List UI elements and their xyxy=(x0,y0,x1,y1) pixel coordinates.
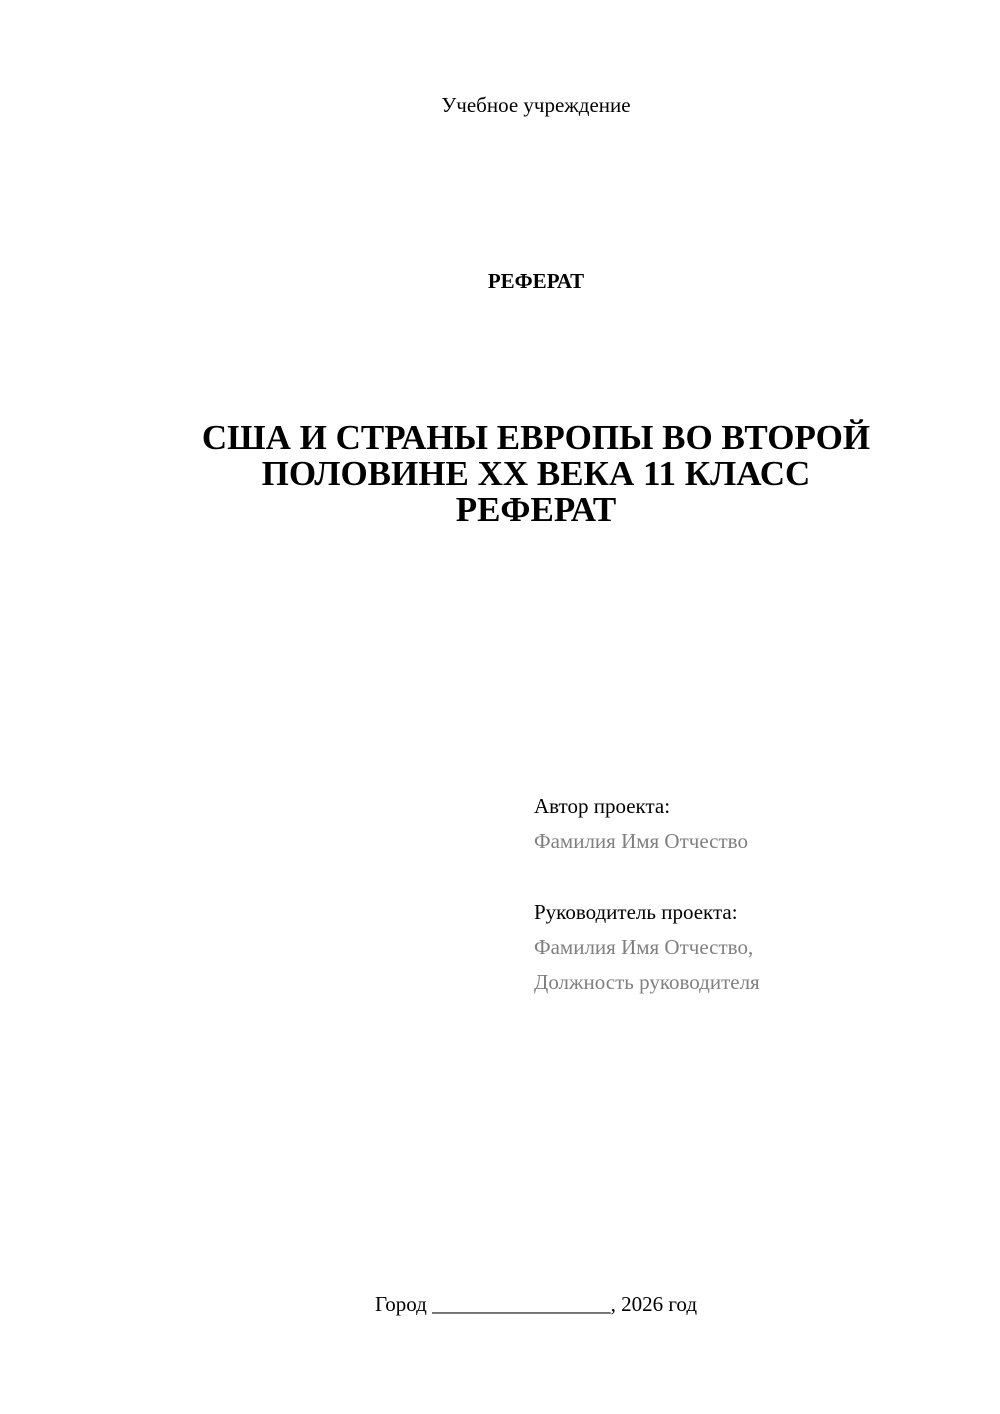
title-line: РЕФЕРАТ xyxy=(455,490,617,529)
title-line: США И СТРАНЫ ЕВРОПЫ ВО ВТОРОЙ xyxy=(201,418,871,457)
supervisor-name: Фамилия Имя Отчество, xyxy=(534,935,754,959)
city-year-line: Город _________________, 2026 год xyxy=(374,1292,698,1316)
institution-name: Учебное учреждение xyxy=(441,93,631,117)
document-title xyxy=(150,420,922,528)
title-line: ПОЛОВИНЕ XX ВЕКА 11 КЛАСС xyxy=(261,454,811,493)
author-name: Фамилия Имя Отчество xyxy=(534,829,748,853)
supervisor-label: Руководитель проекта: xyxy=(534,900,738,924)
spacer xyxy=(534,859,974,895)
authors-block xyxy=(534,789,974,1000)
author-label: Автор проекта: xyxy=(534,794,671,818)
document-type: РЕФЕРАТ xyxy=(487,269,585,293)
supervisor-position: Должность руководителя xyxy=(534,970,760,994)
